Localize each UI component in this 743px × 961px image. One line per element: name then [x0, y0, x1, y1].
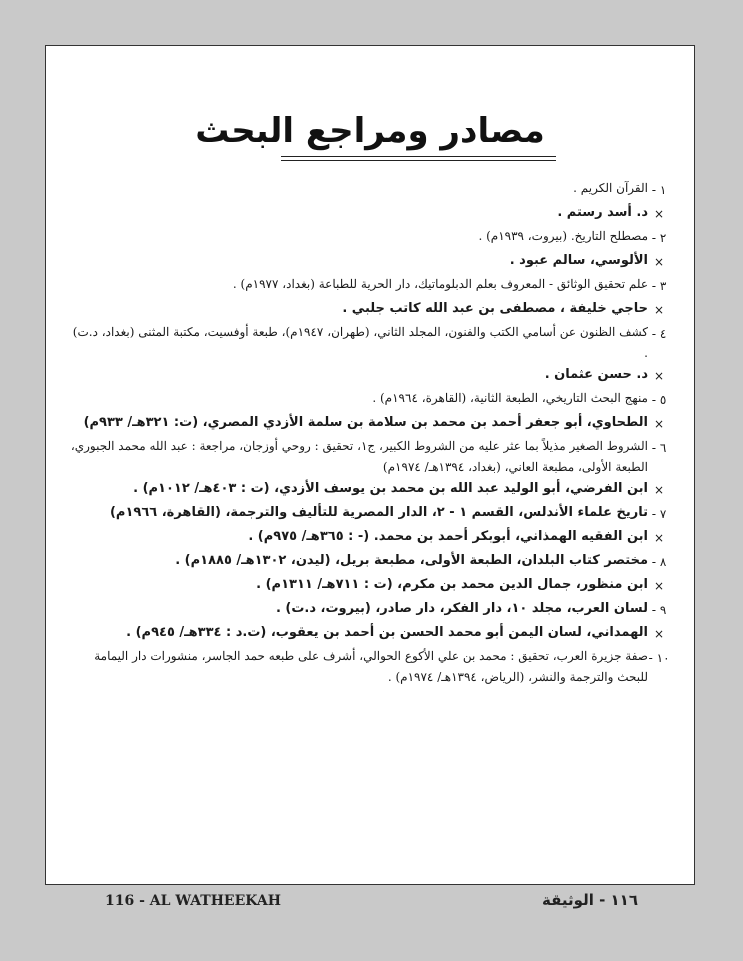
reference-entry [68, 436, 670, 478]
entry-text: ابن منظور، جمال الدين محمد بن مكرم، (ت : ٧١١هـ/ ١٣١١م) . [256, 577, 648, 592]
entry-text: د. حسن عثمان . [544, 367, 648, 382]
entry-marker: ٧ - [651, 507, 667, 521]
title-underline-second [281, 160, 556, 161]
entry-text: القرآن الكريم . [573, 181, 648, 195]
entry-marker: ١ - [651, 183, 667, 197]
entry-marker: ٢ - [651, 231, 667, 245]
entry-marker: ٥ - [651, 393, 667, 407]
page-title: مصادر ومراجع البحث [195, 111, 545, 151]
entry-marker: × [653, 627, 665, 641]
author-entry [68, 364, 670, 388]
entry-text: الطحاوي، أبو جعفر أحمد بن محمد بن سلامة بن سلمة الأزدي المصري، (ت: ٣٢١هـ/ ٩٣٣م) [83, 415, 648, 430]
entry-text: ابن الفقيه الهمذاني، أبوبكر أحمد بن محمد. (- : ٣٦٥هـ/ ٩٧٥م) . [248, 529, 648, 544]
entry-marker: ٩ - [651, 603, 667, 617]
entry-text: مختصر كتاب البلدان، الطبعة الأولى، مطبعة بريل، (ليدن، ١٣٠٢هـ/ ١٨٨٥م) . [175, 553, 648, 568]
entry-marker: × [653, 303, 665, 317]
entry-text: د. أسد رستم . [557, 205, 648, 220]
entry-marker: ٨ - [651, 555, 667, 569]
entry-marker: × [653, 255, 665, 269]
page-frame [45, 45, 695, 885]
entry-text: مصطلح التاريخ. (بيروت، ١٩٣٩م) . [478, 229, 648, 243]
author-entry [68, 574, 670, 598]
author-entry [68, 298, 670, 322]
reference-entry [68, 646, 670, 688]
entry-marker: × [653, 579, 665, 593]
author-entry [68, 622, 670, 646]
author-entry [68, 412, 670, 436]
author-entry [68, 250, 670, 274]
entry-marker: ٤ - [651, 327, 667, 341]
entry-text: منهج البحث التاريخي، الطبعة الثانية، (القاهرة، ١٩٦٤م) . [372, 391, 648, 405]
entry-marker: ٦ - [651, 441, 667, 455]
author-entry [68, 598, 670, 622]
entry-marker: × [653, 417, 665, 431]
author-entry [68, 202, 670, 226]
entry-marker: ١٠ - [648, 651, 670, 665]
author-entry [68, 550, 670, 574]
author-entry [68, 502, 670, 526]
author-entry [68, 526, 670, 550]
reference-entry [68, 178, 670, 202]
entry-text: صفة جزيرة العرب، تحقيق : محمد بن علي الأكوع الحوالي، أشرف على طبعه حمد الجاسر، منشورات دار اليمامة للبحث والترجمة والنشر، (الرياض، ١٣٩٤هـ/ ١٩٧٤م) . [94, 649, 648, 684]
entry-text: الشروط الصغير مذيلاً بما عثر عليه من الشروط الكبير، ج١، تحقيق : روحي أوزجان، مراجعة : عبد الله محمد الجبوري، الطبعة الأولى، مطبعة العاني، (بغداد، ١٣٩٤هـ/ ١٩٧٤م) [70, 439, 648, 474]
entry-marker: × [653, 483, 665, 497]
title-underline [281, 156, 556, 157]
entry-text: الألوسي، سالم عبود . [509, 253, 648, 268]
footer-page-label-arabic: ١١٦ - الوثيقة [542, 891, 638, 909]
entry-text: الهمداني، لسان اليمن أبو محمد الحسن بن أحمد بن يعقوب، (ت.د : ٣٣٤هـ/ ٩٤٥م) . [126, 625, 648, 640]
entry-text: كشف الظنون عن أسامي الكتب والفنون، المجلد الثاني، (طهران، ١٩٤٧م)، طبعة أوفسيت، مكتبة المثنى (بغداد، د.ت) . [72, 325, 648, 360]
entry-marker: × [653, 207, 665, 221]
reference-entry [68, 226, 670, 250]
entry-text: ابن الفرضي، أبو الوليد عبد الله بن محمد بن يوسف الأزدي، (ت : ٤٠٣هـ/ ١٠١٢م) . [133, 481, 648, 496]
entry-text: حاجي خليفة ، مصطفى بن عبد الله كاتب جلبي . [342, 301, 648, 316]
footer-page-label-latin: 116 - AL WATHEEKAH [105, 893, 281, 909]
entry-text: لسان العرب، مجلد ١٠، دار الفكر، دار صادر، (بيروت، د.ت) . [275, 601, 648, 616]
entry-marker: × [653, 369, 665, 383]
reference-entry [68, 388, 670, 412]
reference-entry [68, 322, 670, 364]
entry-marker: ٣ - [651, 279, 667, 293]
reference-entry [68, 274, 670, 298]
references-list [68, 178, 670, 688]
entry-marker: × [653, 531, 665, 545]
author-entry [68, 478, 670, 502]
entry-text: تاريخ علماء الأندلس، القسم ١ - ٢، الدار المصرية للتأليف والترجمة، (القاهرة، ١٩٦٦م) [109, 505, 648, 520]
entry-text: علم تحقيق الوثائق - المعروف بعلم الدبلوماتيك، دار الحرية للطباعة (بغداد، ١٩٧٧م) . [232, 277, 648, 291]
